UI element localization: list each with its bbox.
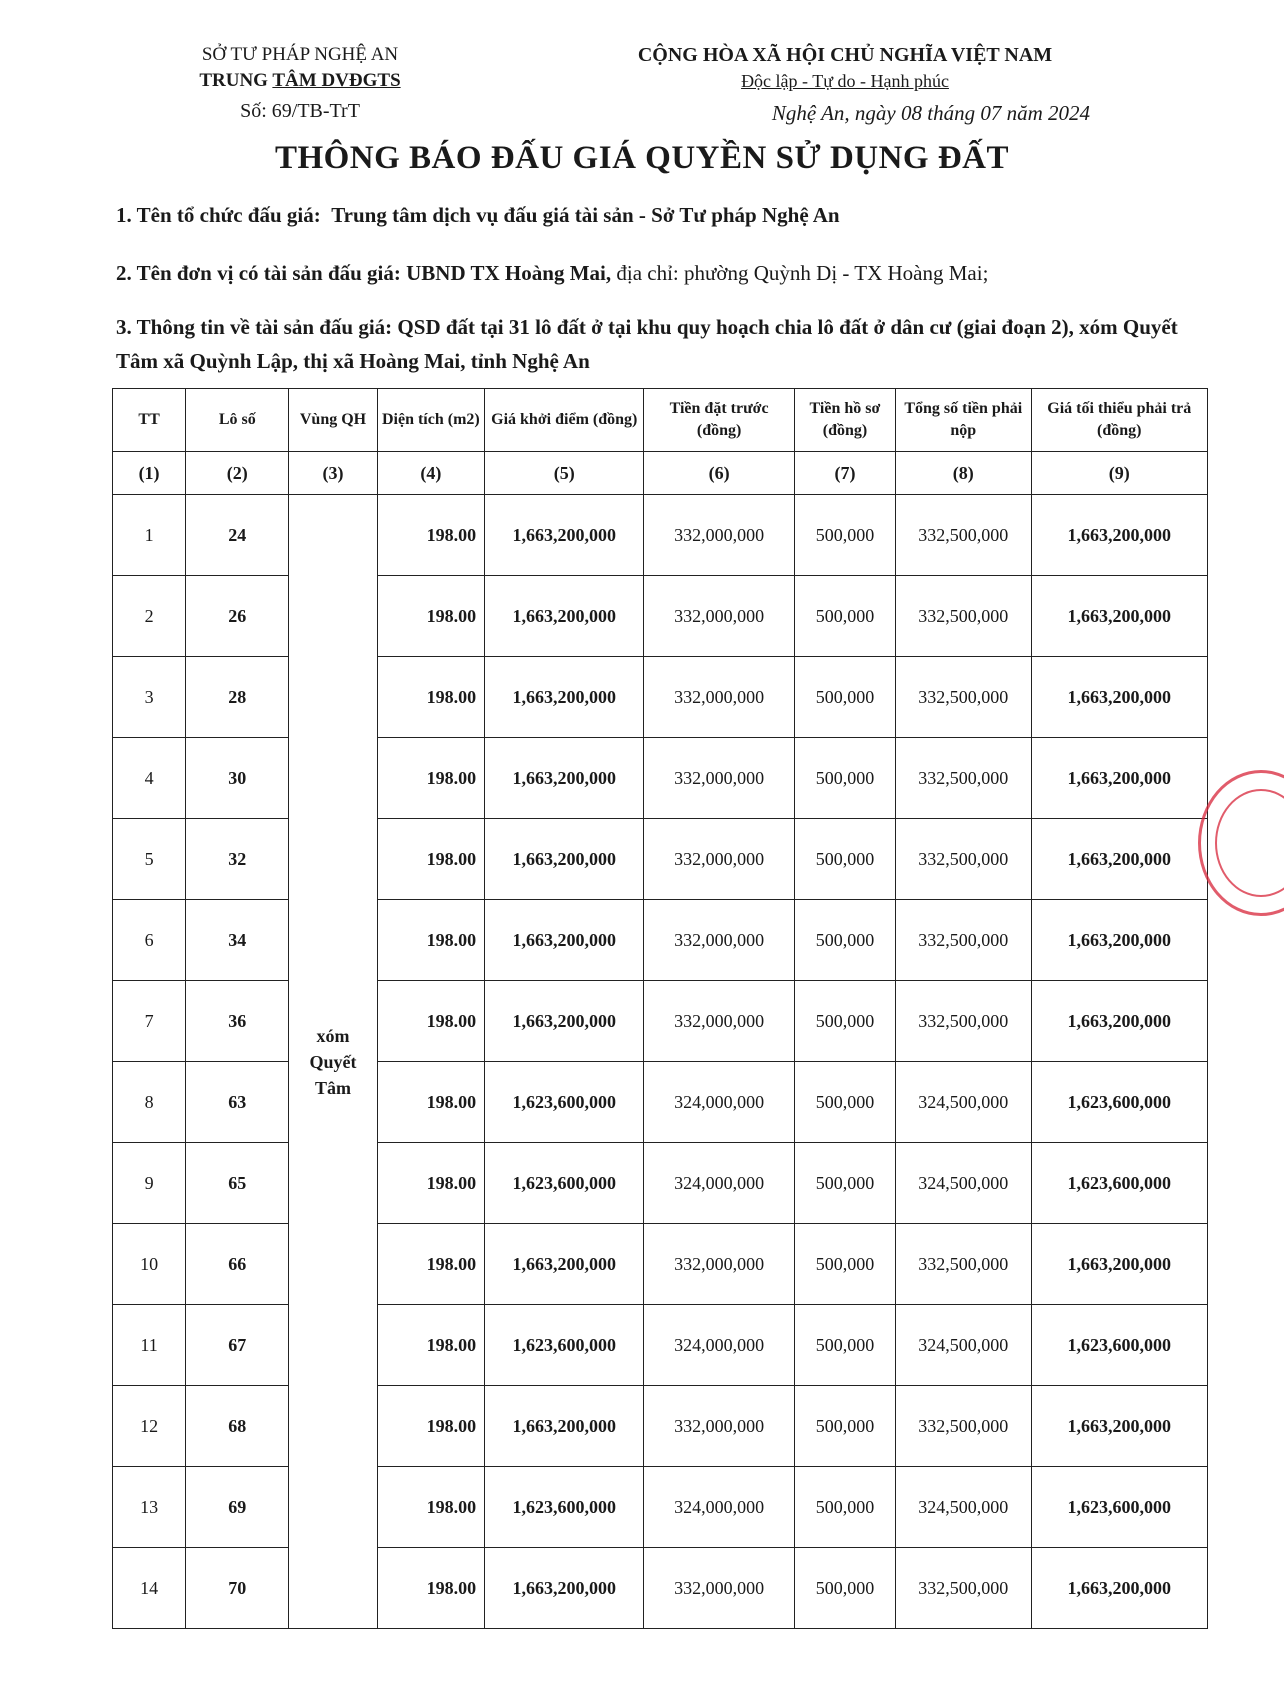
zone-text-line: xóm bbox=[316, 1025, 350, 1046]
cell-deposit: 332,000,000 bbox=[644, 495, 795, 576]
cell-lot: 32 bbox=[186, 819, 289, 900]
cell-deposit: 332,000,000 bbox=[644, 1224, 795, 1305]
cell-lot: 65 bbox=[186, 1143, 289, 1224]
cell-total: 332,500,000 bbox=[896, 1224, 1032, 1305]
section-2-value: địa chỉ: phường Quỳnh Dị - TX Hoàng Mai; bbox=[616, 261, 989, 285]
cell-min-price: 1,623,600,000 bbox=[1031, 1467, 1207, 1548]
cell-area: 198.00 bbox=[377, 1386, 485, 1467]
section-1-label: 1. Tên tổ chức đấu giá: bbox=[116, 203, 321, 227]
cell-area: 198.00 bbox=[377, 738, 485, 819]
cell-total: 332,500,000 bbox=[896, 738, 1032, 819]
cell-total: 332,500,000 bbox=[896, 900, 1032, 981]
header-area: Diện tích (m2) bbox=[377, 389, 485, 452]
cell-tt: 11 bbox=[113, 1305, 186, 1386]
header-min-price: Giá tối thiểu phải trả (đồng) bbox=[1031, 389, 1207, 452]
table-row bbox=[113, 819, 1208, 900]
colnum-2: (2) bbox=[186, 452, 289, 495]
cell-min-price: 1,663,200,000 bbox=[1031, 738, 1207, 819]
table-row bbox=[113, 657, 1208, 738]
cell-tt: 10 bbox=[113, 1224, 186, 1305]
cell-start-price: 1,663,200,000 bbox=[485, 1386, 644, 1467]
header-total: Tổng số tiền phải nộp bbox=[896, 389, 1032, 452]
cell-start-price: 1,663,200,000 bbox=[485, 1224, 644, 1305]
header-deposit: Tiền đặt trước (đồng) bbox=[644, 389, 795, 452]
cell-min-price: 1,623,600,000 bbox=[1031, 1305, 1207, 1386]
cell-start-price: 1,663,200,000 bbox=[485, 981, 644, 1062]
cell-area: 198.00 bbox=[377, 576, 485, 657]
cell-lot: 28 bbox=[186, 657, 289, 738]
cell-lot: 36 bbox=[186, 981, 289, 1062]
cell-deposit: 324,000,000 bbox=[644, 1467, 795, 1548]
cell-deposit: 332,000,000 bbox=[644, 576, 795, 657]
table-row bbox=[113, 981, 1208, 1062]
section-1-value: Trung tâm dịch vụ đấu giá tài sản - Sở Tư pháp Nghệ An bbox=[331, 203, 840, 227]
table-row bbox=[113, 900, 1208, 981]
colnum-9: (9) bbox=[1031, 452, 1207, 495]
document-title: THÔNG BÁO ĐẤU GIÁ QUYỀN SỬ DỤNG ĐẤT bbox=[274, 140, 1010, 176]
cell-fee: 500,000 bbox=[794, 900, 895, 981]
cell-total: 332,500,000 bbox=[896, 657, 1032, 738]
cell-lot: 66 bbox=[186, 1224, 289, 1305]
red-seal-stamp-icon bbox=[1198, 770, 1284, 916]
cell-start-price: 1,663,200,000 bbox=[485, 819, 644, 900]
national-motto: Độc lập - Tự do - Hạnh phúc bbox=[741, 71, 949, 91]
header-tt: TT bbox=[113, 389, 186, 452]
issuer-center-part1: TRUNG bbox=[199, 70, 273, 91]
cell-min-price: 1,663,200,000 bbox=[1031, 981, 1207, 1062]
cell-total: 324,500,000 bbox=[896, 1143, 1032, 1224]
cell-tt: 3 bbox=[113, 657, 186, 738]
zone-text-line: Tâm bbox=[314, 1077, 351, 1098]
cell-fee: 500,000 bbox=[794, 657, 895, 738]
cell-fee: 500,000 bbox=[794, 738, 895, 819]
cell-tt: 7 bbox=[113, 981, 186, 1062]
cell-total: 332,500,000 bbox=[896, 576, 1032, 657]
cell-start-price: 1,623,600,000 bbox=[485, 1143, 644, 1224]
cell-min-price: 1,663,200,000 bbox=[1031, 576, 1207, 657]
cell-area: 198.00 bbox=[377, 981, 485, 1062]
cell-total: 324,500,000 bbox=[896, 1062, 1032, 1143]
auction-lots-table bbox=[112, 388, 1208, 1629]
column-number-row bbox=[113, 452, 1208, 495]
issuer-department: SỞ TƯ PHÁP NGHỆ AN bbox=[201, 44, 399, 65]
cell-lot: 34 bbox=[186, 900, 289, 981]
cell-fee: 500,000 bbox=[794, 1548, 895, 1629]
cell-tt: 1 bbox=[113, 495, 186, 576]
cell-fee: 500,000 bbox=[794, 1305, 895, 1386]
cell-area: 198.00 bbox=[377, 1224, 485, 1305]
nation-name: CỘNG HÒA XÃ HỘI CHỦ NGHĨA VIỆT NAM bbox=[637, 44, 1053, 66]
colnum-7: (7) bbox=[794, 452, 895, 495]
cell-area: 198.00 bbox=[377, 819, 485, 900]
cell-lot: 24 bbox=[186, 495, 289, 576]
table-row bbox=[113, 1143, 1208, 1224]
cell-tt: 14 bbox=[113, 1548, 186, 1629]
cell-tt: 5 bbox=[113, 819, 186, 900]
table-row bbox=[113, 1305, 1208, 1386]
cell-min-price: 1,663,200,000 bbox=[1031, 1386, 1207, 1467]
cell-fee: 500,000 bbox=[794, 576, 895, 657]
cell-lot: 63 bbox=[186, 1062, 289, 1143]
cell-area: 198.00 bbox=[377, 495, 485, 576]
national-header bbox=[600, 42, 1090, 126]
section-asset-owner bbox=[116, 256, 1206, 290]
cell-fee: 500,000 bbox=[794, 819, 895, 900]
cell-area: 198.00 bbox=[377, 1143, 485, 1224]
table-row bbox=[113, 576, 1208, 657]
cell-deposit: 332,000,000 bbox=[644, 819, 795, 900]
colnum-8: (8) bbox=[896, 452, 1032, 495]
cell-deposit: 324,000,000 bbox=[644, 1062, 795, 1143]
cell-start-price: 1,663,200,000 bbox=[485, 900, 644, 981]
cell-start-price: 1,663,200,000 bbox=[485, 576, 644, 657]
cell-deposit: 324,000,000 bbox=[644, 1305, 795, 1386]
document-number: Số: 69/TB-TrT bbox=[240, 100, 360, 122]
issuer-center-part2: TÂM DVĐGTS bbox=[272, 70, 401, 91]
cell-deposit: 332,000,000 bbox=[644, 981, 795, 1062]
table-row bbox=[113, 738, 1208, 819]
cell-fee: 500,000 bbox=[794, 1224, 895, 1305]
cell-lot: 26 bbox=[186, 576, 289, 657]
cell-total: 332,500,000 bbox=[896, 981, 1032, 1062]
cell-total: 324,500,000 bbox=[896, 1467, 1032, 1548]
cell-deposit: 332,000,000 bbox=[644, 657, 795, 738]
cell-area: 198.00 bbox=[377, 1548, 485, 1629]
cell-lot: 70 bbox=[186, 1548, 289, 1629]
cell-min-price: 1,663,200,000 bbox=[1031, 495, 1207, 576]
table-row bbox=[113, 1386, 1208, 1467]
cell-start-price: 1,663,200,000 bbox=[485, 738, 644, 819]
cell-deposit: 332,000,000 bbox=[644, 738, 795, 819]
cell-fee: 500,000 bbox=[794, 1386, 895, 1467]
cell-area: 198.00 bbox=[377, 657, 485, 738]
cell-start-price: 1,663,200,000 bbox=[485, 495, 644, 576]
header-start-price: Giá khởi điểm (đồng) bbox=[485, 389, 644, 452]
cell-fee: 500,000 bbox=[794, 1062, 895, 1143]
cell-area: 198.00 bbox=[377, 1305, 485, 1386]
cell-deposit: 332,000,000 bbox=[644, 1386, 795, 1467]
zone-text-line: Quyết bbox=[309, 1051, 357, 1072]
cell-total: 324,500,000 bbox=[896, 1305, 1032, 1386]
cell-tt: 8 bbox=[113, 1062, 186, 1143]
cell-tt: 13 bbox=[113, 1467, 186, 1548]
table-row bbox=[113, 1062, 1208, 1143]
header-zone: Vùng QH bbox=[289, 389, 377, 452]
table-row bbox=[113, 1548, 1208, 1629]
cell-deposit: 324,000,000 bbox=[644, 1143, 795, 1224]
cell-min-price: 1,623,600,000 bbox=[1031, 1062, 1207, 1143]
cell-tt: 2 bbox=[113, 576, 186, 657]
cell-area: 198.00 bbox=[377, 900, 485, 981]
place-and-date: Nghệ An, ngày 08 tháng 07 năm 2024 bbox=[771, 101, 1090, 125]
header-fee: Tiền hồ sơ (đồng) bbox=[794, 389, 895, 452]
cell-fee: 500,000 bbox=[794, 1143, 895, 1224]
table-header-row bbox=[113, 389, 1208, 452]
cell-fee: 500,000 bbox=[794, 1467, 895, 1548]
cell-total: 332,500,000 bbox=[896, 1386, 1032, 1467]
issuer-center bbox=[150, 68, 450, 94]
cell-start-price: 1,663,200,000 bbox=[485, 657, 644, 738]
cell-tt: 9 bbox=[113, 1143, 186, 1224]
cell-min-price: 1,623,600,000 bbox=[1031, 1143, 1207, 1224]
colnum-6: (6) bbox=[644, 452, 795, 495]
issuer-block bbox=[150, 42, 450, 124]
cell-zone bbox=[289, 495, 377, 1629]
cell-start-price: 1,623,600,000 bbox=[485, 1062, 644, 1143]
cell-min-price: 1,663,200,000 bbox=[1031, 900, 1207, 981]
table-row bbox=[113, 495, 1208, 576]
colnum-3: (3) bbox=[289, 452, 377, 495]
cell-start-price: 1,623,600,000 bbox=[485, 1305, 644, 1386]
cell-lot: 69 bbox=[186, 1467, 289, 1548]
cell-total: 332,500,000 bbox=[896, 495, 1032, 576]
cell-lot: 67 bbox=[186, 1305, 289, 1386]
cell-min-price: 1,663,200,000 bbox=[1031, 1548, 1207, 1629]
cell-start-price: 1,623,600,000 bbox=[485, 1467, 644, 1548]
header-lot: Lô số bbox=[186, 389, 289, 452]
cell-total: 332,500,000 bbox=[896, 819, 1032, 900]
cell-fee: 500,000 bbox=[794, 981, 895, 1062]
table-row bbox=[113, 1224, 1208, 1305]
cell-total: 332,500,000 bbox=[896, 1548, 1032, 1629]
section-auction-organization bbox=[116, 198, 1206, 232]
cell-deposit: 332,000,000 bbox=[644, 900, 795, 981]
colnum-4: (4) bbox=[377, 452, 485, 495]
cell-area: 198.00 bbox=[377, 1062, 485, 1143]
cell-tt: 6 bbox=[113, 900, 186, 981]
table-row bbox=[113, 1467, 1208, 1548]
cell-tt: 12 bbox=[113, 1386, 186, 1467]
cell-lot: 30 bbox=[186, 738, 289, 819]
cell-fee: 500,000 bbox=[794, 495, 895, 576]
cell-deposit: 332,000,000 bbox=[644, 1548, 795, 1629]
cell-min-price: 1,663,200,000 bbox=[1031, 819, 1207, 900]
cell-min-price: 1,663,200,000 bbox=[1031, 1224, 1207, 1305]
cell-area: 198.00 bbox=[377, 1467, 485, 1548]
cell-lot: 68 bbox=[186, 1386, 289, 1467]
colnum-5: (5) bbox=[485, 452, 644, 495]
cell-start-price: 1,663,200,000 bbox=[485, 1548, 644, 1629]
section-2-label: 2. Tên đơn vị có tài sản đấu giá: UBND TX Hoàng Mai, bbox=[116, 261, 612, 285]
cell-min-price: 1,663,200,000 bbox=[1031, 657, 1207, 738]
cell-tt: 4 bbox=[113, 738, 186, 819]
colnum-1: (1) bbox=[113, 452, 186, 495]
section-asset-info: 3. Thông tin về tài sản đấu giá: QSD đất tại 31 lô đất ở tại khu quy hoạch chia lô đất ở dân cư (giai đoạn 2), xóm Quyết Tâm xã Quỳnh Lập, thị xã Hoàng Mai, tỉnh Nghệ An bbox=[116, 315, 1178, 373]
